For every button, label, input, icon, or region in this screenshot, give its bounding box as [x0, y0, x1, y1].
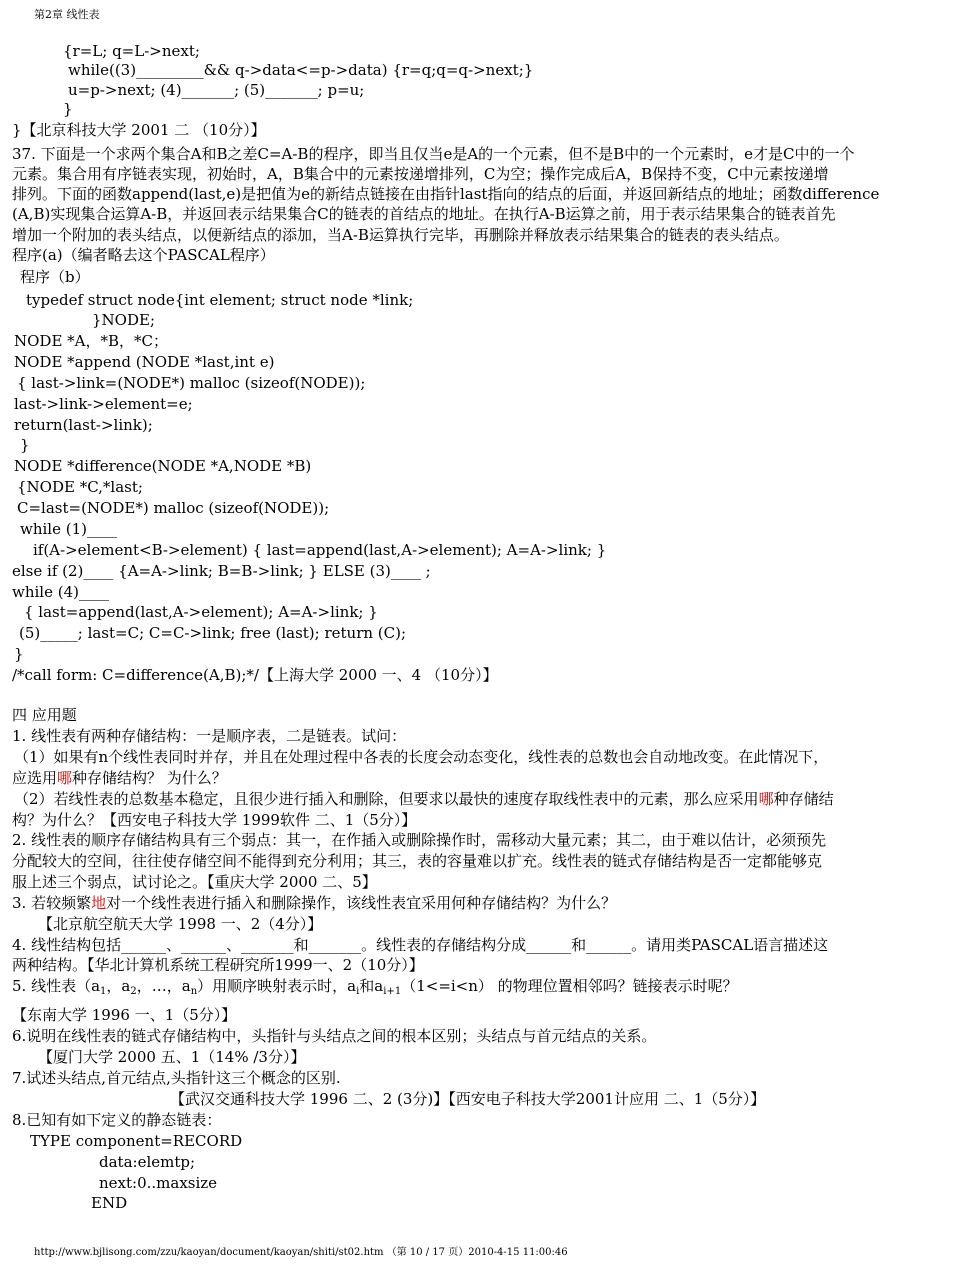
code-line: END — [91, 1194, 128, 1212]
blank-3: (3)_________ — [114, 61, 204, 79]
code-line: typedef struct node{int element; struct node *link; — [26, 291, 414, 309]
code-line: } — [14, 645, 24, 663]
code-line: next:0..maxsize — [99, 1174, 218, 1192]
question-text: 4. 线性结构包括______、______、_______和_______。线性表的存储结构分成______和______。请用类PASCAL语言描述这 — [12, 936, 829, 954]
source-citation: 【厦门大学 2000 五、1（14% /3分）】 — [38, 1048, 306, 1066]
question-text: 2. 线性表的顺序存储结构具有三个弱点：其一，在作插入或删除操作时，需移动大量元素；其二，由于难以估计，必须预先 — [12, 831, 827, 849]
source-citation: }【北京科技大学 2001 二 （10分）】 — [12, 121, 266, 139]
question-text: （2）若线性表的总数基本稳定，且很少进行插入和删除，但要求以最快的速度存取线性表中的元素，那么应采用哪种存储结 — [14, 790, 834, 808]
code-line: /*call form: C=difference(A,B);*/【上海大学 2000 一、4 （10分）】 — [12, 666, 498, 684]
question-text: 6.说明在线性表的链式存储结构中，头指针与头结点之间的根本区别；头结点与首元结点的关系。 — [12, 1027, 657, 1045]
code-line: data:elemtp; — [99, 1153, 196, 1171]
code-line: while (1)____ — [20, 520, 117, 538]
code-line: NODE *difference(NODE *A,NODE *B) — [14, 457, 312, 475]
question-37-text: 程序（b） — [20, 268, 90, 286]
code-line: { last->link=(NODE*) malloc (sizeof(NODE)); — [17, 374, 366, 392]
code-line: NODE *A，*B，*C； — [14, 332, 168, 350]
question-37-text: 元素。集合用有序链表实现，初始时，A，B集合中的元素按递增排列，C为空；操作完成后A，B保持不变，C中元素按递增 — [12, 165, 829, 183]
blank-4: (4)_______ — [160, 81, 235, 99]
section-title: 四 应用题 — [12, 706, 77, 724]
code-line: } — [20, 436, 30, 454]
source-citation: 【东南大学 1996 一、1（5分）】 — [12, 1006, 237, 1024]
highlighted-char: 哪 — [57, 769, 73, 787]
code-line: C=last=(NODE*) malloc (sizeof(NODE)); — [17, 499, 330, 517]
blank-5: (5)_____ — [19, 624, 78, 642]
code-line: while((3)_________&& q->data<=p->data) {r=q;q=q->next;} — [68, 61, 534, 79]
blank-3: (3)____ — [369, 562, 421, 580]
code-line: NODE *append (NODE *last,int e) — [14, 353, 275, 371]
question-text: 两种结构。【华北计算机系统工程研究所1999一、2（10分）】 — [12, 956, 424, 974]
code-line: last->link->element=e; — [14, 395, 193, 413]
question-text: 1. 线性表有两种存储结构：一是顺序表，二是链表。试问： — [12, 727, 407, 745]
code-line: } — [63, 100, 73, 118]
source-citation: 【武汉交通科技大学 1996 二、2 (3分)】【西安电子科技大学2001计应用 二、1（5分）】 — [170, 1090, 766, 1108]
code-line: }NODE; — [92, 311, 155, 329]
question-37-text: 程序(a)（编者略去这个PASCAL程序） — [12, 246, 275, 264]
question-text: 5. 线性表（$a_1$，$a_2$，…，$a_n$）用顺序映射表示时，$a_i$和$a_{i+1}(1<=i<n)$ 的物理位置相邻吗？链接表示时呢？ — [12, 977, 738, 997]
question-text: 应选用哪种存储结构？ 为什么？ — [12, 769, 227, 787]
footer-url[interactable]: http://www.bjlisong.com/zzu/kaoyan/document/kaoyan/shiti/st02.htm （第 10 / 17 页）2010-4-15 11:00:46 — [34, 1247, 568, 1258]
code-line: else if (2)____ {A=A->link; B=B->link; } ELSE (3)____ ; — [12, 562, 431, 580]
code-line: while (4)____ — [12, 583, 109, 601]
question-37-text: (A,B)实现集合运算A-B，并返回表示结果集合C的链表的首结点的地址。在执行A-B运算之前，用于表示结果集合的链表首先 — [12, 205, 836, 223]
question-text: 分配较大的空间，往往使存储空间不能得到充分利用；其三，表的容量难以扩充。线性表的链式存储结构是否一定都能够克 — [12, 852, 823, 870]
question-text: 8.已知有如下定义的静态链表： — [12, 1111, 222, 1129]
chapter-header: 第2章 线性表 — [34, 8, 100, 21]
question-text: 构？为什么？【西安电子科技大学 1999软件 二、1（5分）】 — [12, 811, 417, 829]
blank-2: (2)____ — [62, 562, 114, 580]
question-37-text: 增加一个附加的表头结点，以便新结点的添加，当A-B运算执行完毕，再删除并释放表示结果集合的链表的表头结点。 — [12, 226, 789, 244]
source-citation: 【北京航空航天大学 1998 一、2（4分）】 — [38, 915, 323, 933]
blank-5: (5)_______ — [243, 81, 318, 99]
question-37-text: 排列。下面的函数append(last,e)是把值为e的新结点链接在由指针last指向的结点的后面，并返回新结点的地址；函数difference — [12, 185, 880, 203]
question-37-text: 37. 下面是一个求两个集合A和B之差C=A-B的程序，即当且仅当e是A的一个元素，但不是B中的一个元素时，e才是C中的一个 — [12, 145, 855, 163]
code-line: TYPE component=RECORD — [30, 1132, 243, 1150]
question-text: 7.试述头结点,首元结点,头指针这三个概念的区别. — [12, 1069, 341, 1087]
code-line: { last=append(last,A->element); A=A->link; } — [24, 603, 378, 621]
code-line: if(A->element<B->element) { last=append(last,A->element); A=A->link; } — [33, 541, 607, 559]
source-citation: 【上海大学 2000 一、4 （10分）】 — [258, 666, 498, 684]
code-line: {NODE *C,*last; — [17, 478, 143, 496]
highlighted-char: 哪 — [758, 790, 774, 808]
question-text: （1）如果有n个线性表同时并存，并且在处理过程中各表的长度会动态变化，线性表的总数也会自动地改变。在此情况下， — [14, 748, 829, 766]
question-text: 服上述三个弱点，试讨论之。【重庆大学 2000 二、5】 — [12, 873, 377, 891]
code-line: {r=L; q=L->next; — [63, 42, 200, 60]
code-line: (5)_____; last=C; C=C->link; free (last); return (C); — [19, 624, 407, 642]
question-text: 3. 若较频繁地对一个线性表进行插入和删除操作，该线性表宜采用何种存储结构？为什么？ — [12, 894, 617, 912]
blank-1: (1)____ — [65, 520, 117, 538]
code-line: u=p->next; (4)_______; (5)_______; p=u; — [68, 81, 365, 99]
code-line: return(last->link); — [14, 416, 153, 434]
blank-4: (4)____ — [57, 583, 109, 601]
highlighted-char: 地 — [91, 894, 107, 912]
